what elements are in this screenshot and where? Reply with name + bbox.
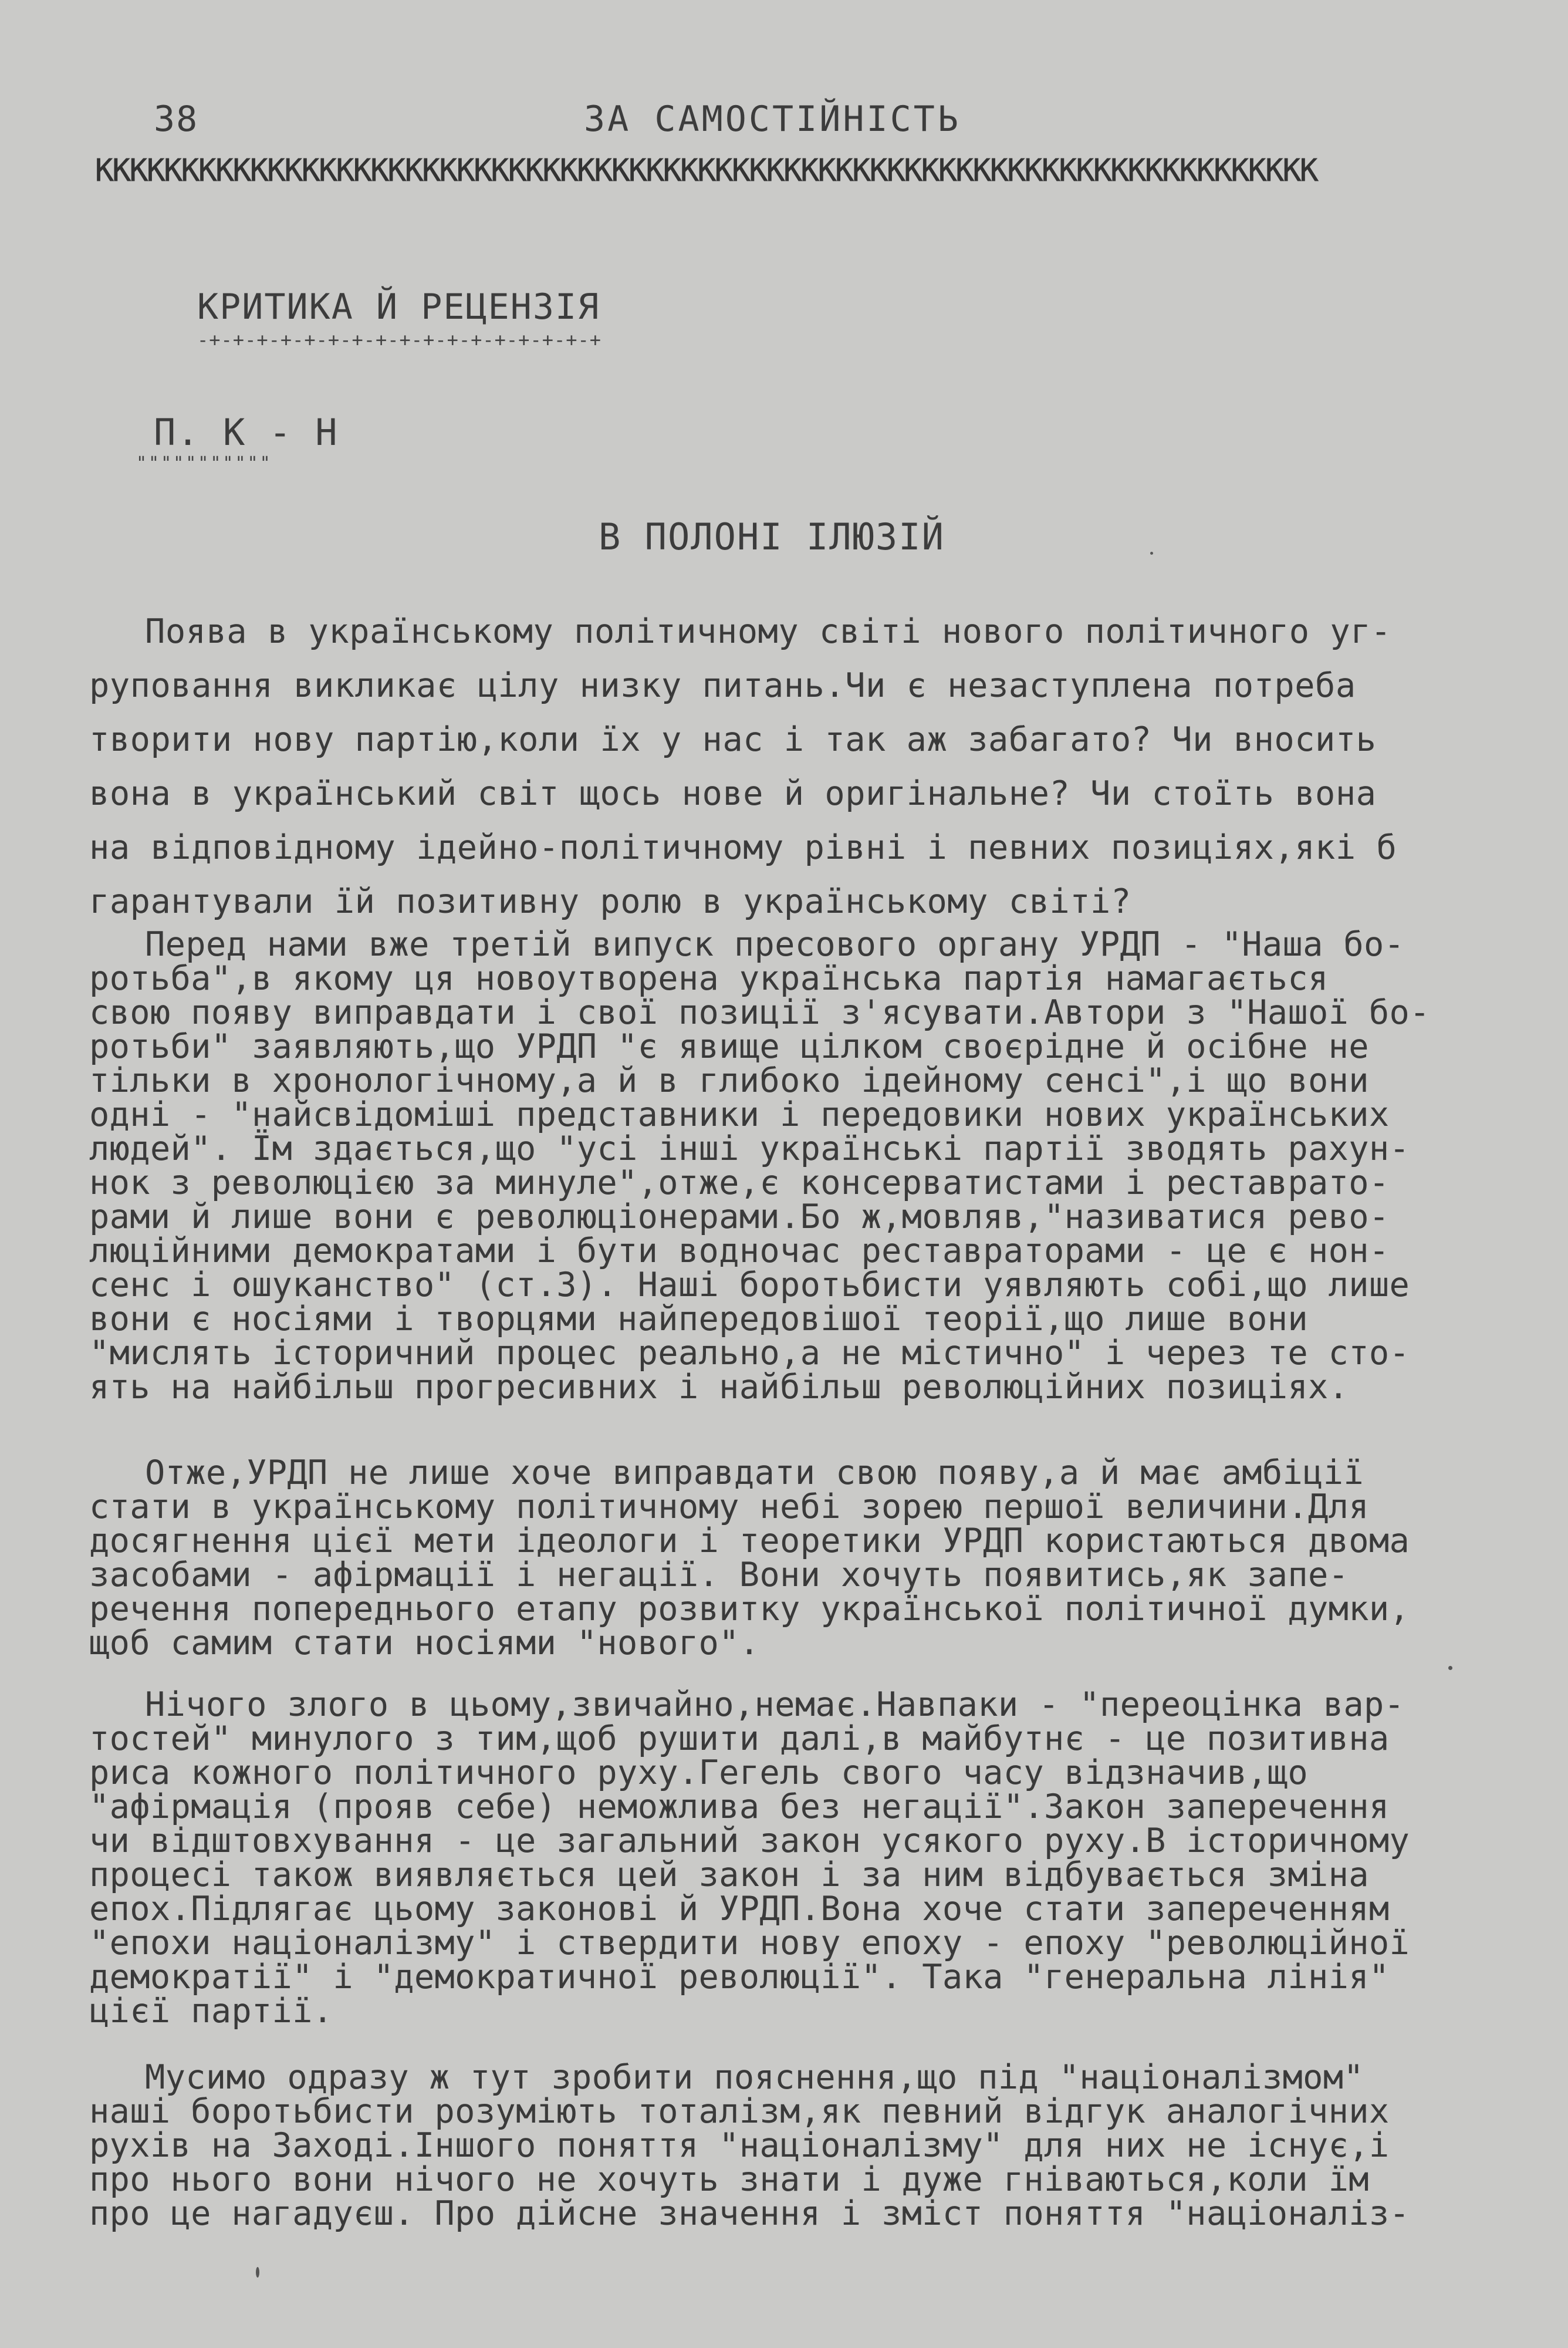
text-line: рами й лише вони є революціонерами.Бо ж,мовляв,"називатися рево- [89, 1197, 1390, 1236]
text-line: вона в український світ щось нове й оригінальне? Чи стоїть вона [89, 774, 1377, 813]
text-line: Поява в українському політичному світі нового політичного уг- [145, 612, 1391, 651]
text-line: досягнення цієї мети ідеологи і теоретики УРДП користаються двома [89, 1522, 1410, 1560]
section-heading-underline: -+-+-+-+-+-+-+-+-+-+-+-+-+-+-+-+-+ [197, 329, 602, 351]
text-line: гарантували їй позитивну ролю в українському світі? [89, 882, 1131, 921]
text-line: ять на найбільш прогресивних і найбільш революційних позиціях. [89, 1368, 1349, 1406]
text-line: щоб самим стати носіями "нового". [89, 1624, 760, 1662]
text-line: демократії" і "демократичної революції". Така "генеральна лінія" [89, 1958, 1390, 1996]
text-line: ротьби" заявляють,що УРДП "є явище цілком своєрідне й осібне не [89, 1027, 1369, 1066]
paragraph [89, 927, 1486, 1404]
text-line: чи відштовхування - це загальний закон усякого руху.В історичному [89, 1821, 1410, 1860]
text-line: наші боротьбисти розуміють тоталізм,як певний відгук аналогічних [89, 2092, 1390, 2131]
text-line: Мусимо одразу ж тут зробити пояснення,що під "націоналізмом" [145, 2058, 1364, 2097]
text-line: вони є носіями і творцями найпередовішої теорії,що лише вони [89, 1300, 1309, 1338]
paper-speck [256, 2267, 259, 2278]
text-line: люційними демократами і бути водночас реставраторами - це є нон- [89, 1232, 1390, 1270]
text-line: "афірмація (прояв себе) неможлива без негації".Закон заперечення [89, 1787, 1390, 1826]
author-underline: """"""""""" [136, 453, 272, 474]
text-line: на відповідному ідейно-політичному рівні і певних позиціях,які б [89, 828, 1397, 867]
text-line: свою появу виправдати і свої позиції з'ясувати.Автори з "Нашої бо- [89, 993, 1430, 1032]
text-line: засобами - афірмації і негації. Вони хочуть появитись,як запе- [89, 1556, 1349, 1594]
paragraph [89, 1685, 1486, 2030]
text-line: творити нову партію,коли їх у нас і так аж забагато? Чи вносить [89, 720, 1377, 759]
text-line: сенс і ошуканство" (ст.3). Наші боротьбисти уявляють собі,що лише [89, 1266, 1410, 1304]
text-line: про це нагадуєш. Про дійсне значення і зміст поняття "націоналіз- [89, 2194, 1410, 2233]
header-rule: ккккккккккккккккккккккккккккккккккккккккккккккккккккккккккккккккккккккк [93, 142, 1315, 191]
text-line: нок з революцією за минуле",отже,є консерватистами і реставрато- [89, 1163, 1390, 1202]
text-line: Нічого злого в цьому,звичайно,немає.Навпаки - "переоцінка вар- [145, 1685, 1405, 1724]
text-line: епох.Підлягає цьому законові й УРДП.Вона хоче стати запереченням [89, 1890, 1390, 1928]
text-line: цієї партії. [89, 1992, 333, 2030]
paragraph [89, 605, 1486, 929]
text-line: Перед нами вже третій випуск пресового органу УРДП - "Наша бо- [145, 925, 1405, 964]
text-line: "мислять історичний процес реально,а не містично" і через те сто- [89, 1334, 1410, 1372]
section-heading: КРИТИКА Й РЕЦЕНЗІЯ [197, 286, 600, 328]
text-line: людей". Їм здається,що "усі інші українські партії зводять рахун- [89, 1129, 1410, 1168]
text-line: речення попереднього етапу розвитку української політичної думки, [89, 1590, 1410, 1628]
text-line: процесі також виявляється цей закон і за ним відбувається зміна [89, 1856, 1369, 1894]
text-line: ротьба",в якому ця новоутворена українська партія намагається [89, 959, 1329, 998]
text-line: одні - "найсвідоміші представники і передовики нових українських [89, 1095, 1390, 1134]
text-line: Отже,УРДП не лише хоче виправдати свою появу,а й має амбіції [145, 1453, 1364, 1492]
paper-speck [1448, 1666, 1452, 1670]
paragraph [89, 1453, 1486, 1662]
paper-speck [1150, 552, 1153, 555]
text-line: тільки в хронологічному,а й в глибоко ідейному сенсі",і що вони [89, 1061, 1369, 1100]
text-line: про нього вони нічого не хочуть знати і дуже гніваються,коли їм [89, 2160, 1369, 2199]
text-line: "епохи націоналізму" і ствердити нову епоху - епоху "революційної [89, 1924, 1410, 1962]
author-name: П. К - Н [154, 411, 339, 454]
text-line: риса кожного політичного руху.Гегель свого часу відзначив,що [89, 1753, 1309, 1792]
article-title: В ПОЛОНІ ІЛЮЗІЙ [599, 515, 945, 558]
text-line: рухів на Заході.Іншого поняття "націоналізму" для них не існує,і [89, 2126, 1390, 2165]
text-line: стати в українському політичному небі зорею першої величини.Для [89, 1487, 1369, 1526]
running-title: ЗА САМОСТІЙНІСТЬ [584, 99, 961, 140]
paragraph [89, 2060, 1486, 2231]
text-line: тостей" минулого з тим,щоб рушити далі,в майбутнє - це позитивна [89, 1719, 1390, 1758]
page-number: 38 [154, 99, 199, 140]
text-line: руповання викликає цілу низку питань.Чи є незаступлена потреба [89, 666, 1356, 705]
